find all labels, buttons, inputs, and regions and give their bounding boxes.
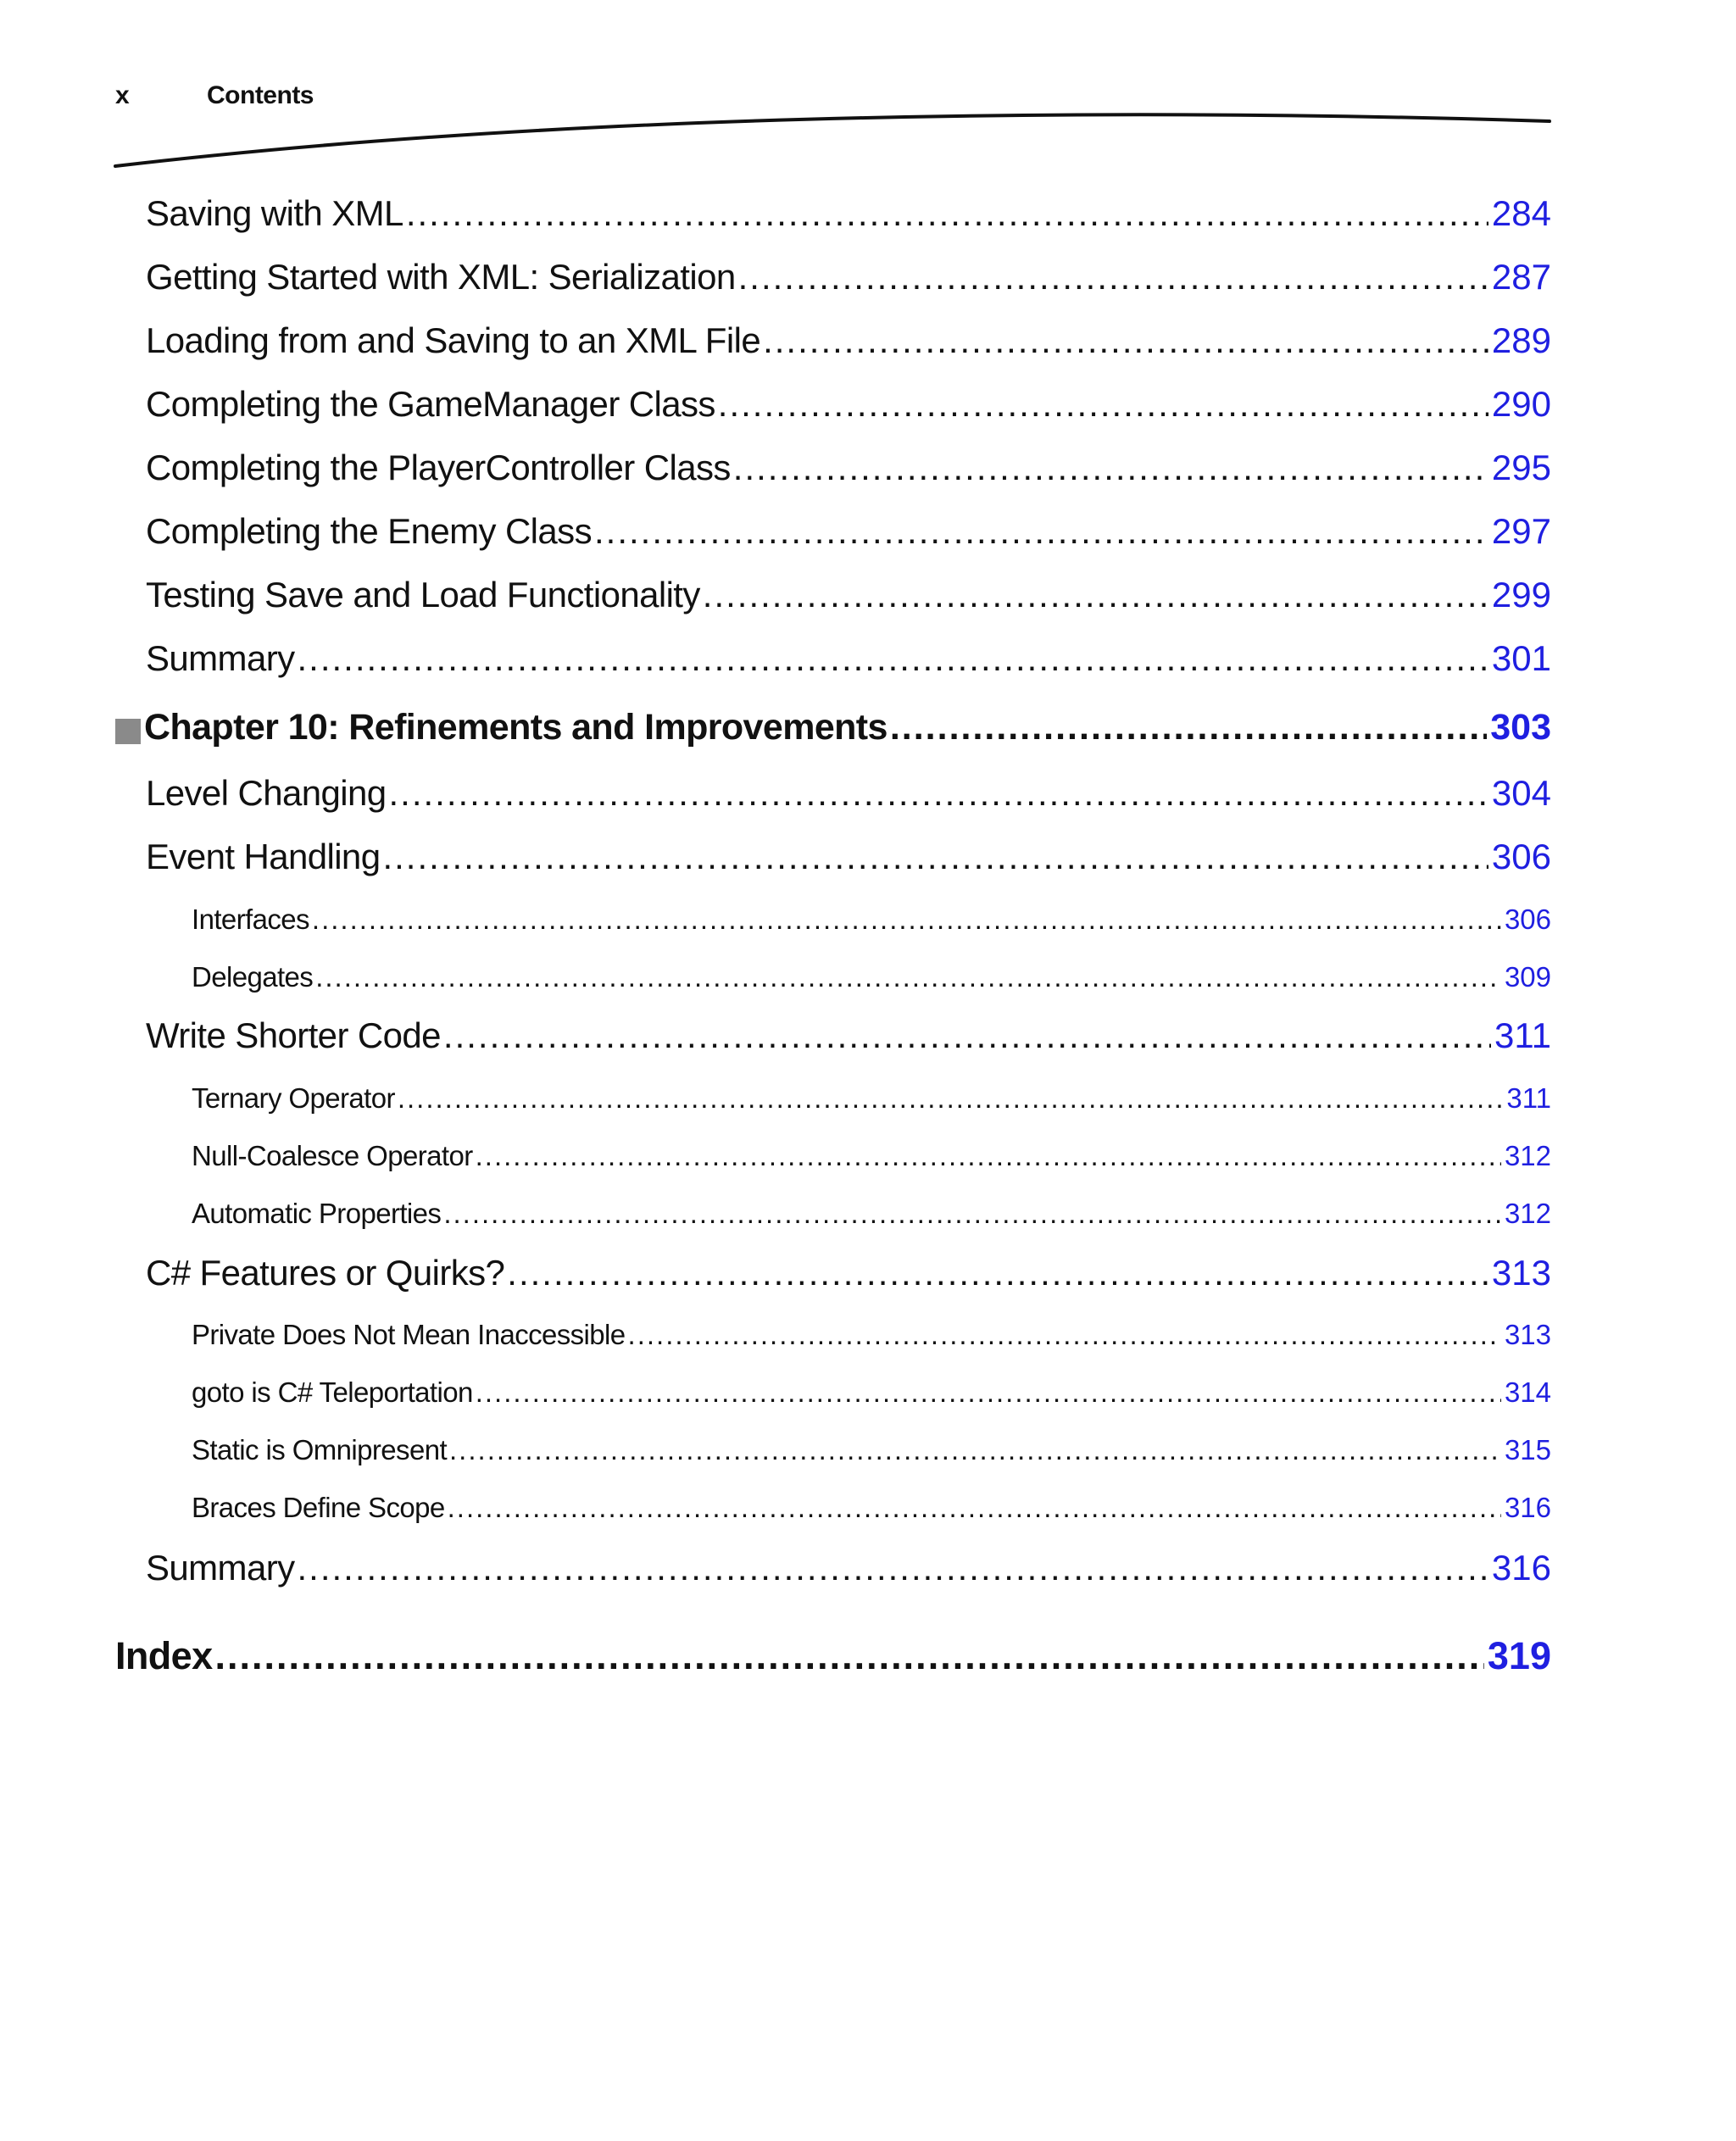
toc-leader-dots bbox=[703, 575, 1488, 615]
toc-page-link[interactable]: 312 bbox=[1504, 1198, 1551, 1229]
toc-page-link[interactable]: 306 bbox=[1504, 904, 1551, 935]
toc-subentry-title: Static is Omnipresent bbox=[192, 1434, 448, 1465]
toc-chapter-title: Chapter 10: Refinements and Improvements bbox=[144, 707, 887, 748]
toc-leader-dots bbox=[628, 1319, 1501, 1351]
toc-subentry[interactable] bbox=[192, 1492, 1551, 1529]
toc-leader-dots bbox=[718, 384, 1488, 425]
toc-leader-dots bbox=[406, 193, 1488, 234]
toc-subentry-title: Null-Coalesce Operator bbox=[192, 1140, 473, 1171]
toc-page-link[interactable]: 309 bbox=[1504, 961, 1551, 993]
toc-subentry-title: Automatic Properties bbox=[192, 1198, 442, 1229]
toc-page-link[interactable]: 311 bbox=[1494, 1015, 1551, 1055]
toc-chapter-entry[interactable] bbox=[115, 707, 1551, 756]
toc-subentry-title: Braces Define Scope bbox=[192, 1492, 445, 1523]
running-header bbox=[115, 81, 1556, 115]
toc-page-link[interactable]: 284 bbox=[1491, 193, 1551, 233]
toc-index-title: Index bbox=[115, 1634, 213, 1677]
toc-index-entry[interactable] bbox=[115, 1634, 1551, 1687]
toc-subentry-title: Ternary Operator bbox=[192, 1082, 395, 1114]
toc-leader-dots bbox=[890, 707, 1487, 748]
toc-subentry-title: Delegates bbox=[192, 961, 314, 993]
toc-page-link[interactable]: 299 bbox=[1491, 575, 1551, 614]
toc-leader-dots bbox=[443, 1198, 1501, 1230]
toc-leader-dots bbox=[215, 1634, 1484, 1678]
toc-subentry[interactable] bbox=[192, 1198, 1551, 1235]
toc-subentry[interactable] bbox=[192, 1082, 1551, 1120]
toc-leader-dots bbox=[312, 904, 1501, 936]
toc-page-link[interactable]: 301 bbox=[1491, 638, 1551, 678]
toc-leader-dots bbox=[298, 1548, 1488, 1588]
toc-entry[interactable] bbox=[146, 193, 1551, 241]
toc-leader-dots bbox=[389, 773, 1488, 814]
toc-subentry[interactable] bbox=[192, 1319, 1551, 1356]
toc-subentry[interactable] bbox=[192, 904, 1551, 941]
toc-entry-title: Completing the GameManager Class bbox=[146, 384, 715, 424]
toc-page-link[interactable]: 303 bbox=[1490, 707, 1551, 748]
toc-page-link[interactable]: 290 bbox=[1491, 384, 1551, 424]
toc-leader-dots bbox=[507, 1253, 1488, 1293]
toc-subentry-title: Interfaces bbox=[192, 904, 309, 935]
toc-page-link[interactable]: 313 bbox=[1504, 1319, 1551, 1350]
toc-entry[interactable] bbox=[146, 773, 1551, 820]
toc-subentry-title: goto is C# Teleportation bbox=[192, 1376, 473, 1408]
toc-page-link[interactable]: 319 bbox=[1487, 1634, 1551, 1677]
toc-subentry-title: Private Does Not Mean Inaccessible bbox=[192, 1319, 626, 1350]
toc-subentry[interactable] bbox=[192, 1434, 1551, 1471]
toc-leader-dots bbox=[382, 837, 1488, 877]
toc-entry[interactable] bbox=[146, 257, 1551, 304]
toc-entry[interactable] bbox=[146, 575, 1551, 622]
toc-entry-title: Getting Started with XML: Serialization bbox=[146, 257, 736, 297]
toc-page-link[interactable]: 306 bbox=[1491, 837, 1551, 876]
toc-leader-dots bbox=[448, 1492, 1501, 1524]
toc-entry[interactable] bbox=[146, 638, 1551, 686]
toc-entry-title: Summary bbox=[146, 638, 295, 678]
toc-subentry[interactable] bbox=[192, 961, 1551, 998]
toc-leader-dots bbox=[398, 1082, 1504, 1115]
header-label: Contents bbox=[207, 81, 314, 109]
toc-entry[interactable] bbox=[146, 511, 1551, 559]
toc-leader-dots bbox=[449, 1434, 1501, 1466]
toc-leader-dots bbox=[738, 257, 1488, 298]
toc-leader-dots bbox=[443, 1015, 1491, 1056]
toc-entry-title: Loading from and Saving to an XML File bbox=[146, 320, 761, 360]
toc-subentry[interactable] bbox=[192, 1140, 1551, 1177]
toc-entry[interactable] bbox=[146, 448, 1551, 495]
toc-page-link[interactable]: 304 bbox=[1491, 773, 1551, 813]
toc-entry-title: Completing the Enemy Class bbox=[146, 511, 592, 551]
toc-page-link[interactable]: 314 bbox=[1504, 1376, 1551, 1408]
toc-leader-dots bbox=[315, 961, 1501, 993]
toc-entry-title: Level Changing bbox=[146, 773, 387, 813]
toc-entry[interactable] bbox=[146, 837, 1551, 884]
toc-entry-title: Testing Save and Load Functionality bbox=[146, 575, 700, 614]
toc-leader-dots bbox=[763, 320, 1488, 361]
toc-entry-title: Saving with XML bbox=[146, 193, 403, 233]
toc-leader-dots bbox=[476, 1140, 1501, 1172]
toc-page-link[interactable]: 289 bbox=[1491, 320, 1551, 360]
gray-square-icon bbox=[115, 719, 141, 744]
toc-page-link[interactable]: 312 bbox=[1504, 1140, 1551, 1171]
toc-entry-title: C# Features or Quirks? bbox=[146, 1253, 505, 1293]
toc-page-link[interactable]: 316 bbox=[1491, 1548, 1551, 1588]
toc-subentry[interactable] bbox=[192, 1376, 1551, 1414]
toc-page-link[interactable]: 315 bbox=[1504, 1434, 1551, 1465]
toc-entry[interactable] bbox=[146, 1015, 1551, 1063]
toc-entry-title: Write Shorter Code bbox=[146, 1015, 441, 1055]
toc-leader-dots bbox=[733, 448, 1488, 488]
toc-entry[interactable] bbox=[146, 384, 1551, 431]
toc-entry[interactable] bbox=[146, 1253, 1551, 1300]
toc-leader-dots bbox=[594, 511, 1488, 552]
toc-page-link[interactable]: 311 bbox=[1506, 1082, 1551, 1114]
toc-entry-title: Event Handling bbox=[146, 837, 381, 876]
toc-entry-title: Summary bbox=[146, 1548, 295, 1588]
toc-entry[interactable] bbox=[146, 1548, 1551, 1595]
toc-page-link[interactable]: 313 bbox=[1491, 1253, 1551, 1293]
toc-page-link[interactable]: 297 bbox=[1491, 511, 1551, 551]
toc-page-link[interactable]: 316 bbox=[1504, 1492, 1551, 1523]
toc-entry-title: Completing the PlayerController Class bbox=[146, 448, 731, 487]
toc-page-link[interactable]: 295 bbox=[1491, 448, 1551, 487]
toc-leader-dots bbox=[298, 638, 1488, 679]
toc-page-link[interactable]: 287 bbox=[1491, 257, 1551, 297]
toc-leader-dots bbox=[476, 1376, 1501, 1409]
header-page-number: x bbox=[115, 81, 130, 109]
toc-entry[interactable] bbox=[146, 320, 1551, 368]
